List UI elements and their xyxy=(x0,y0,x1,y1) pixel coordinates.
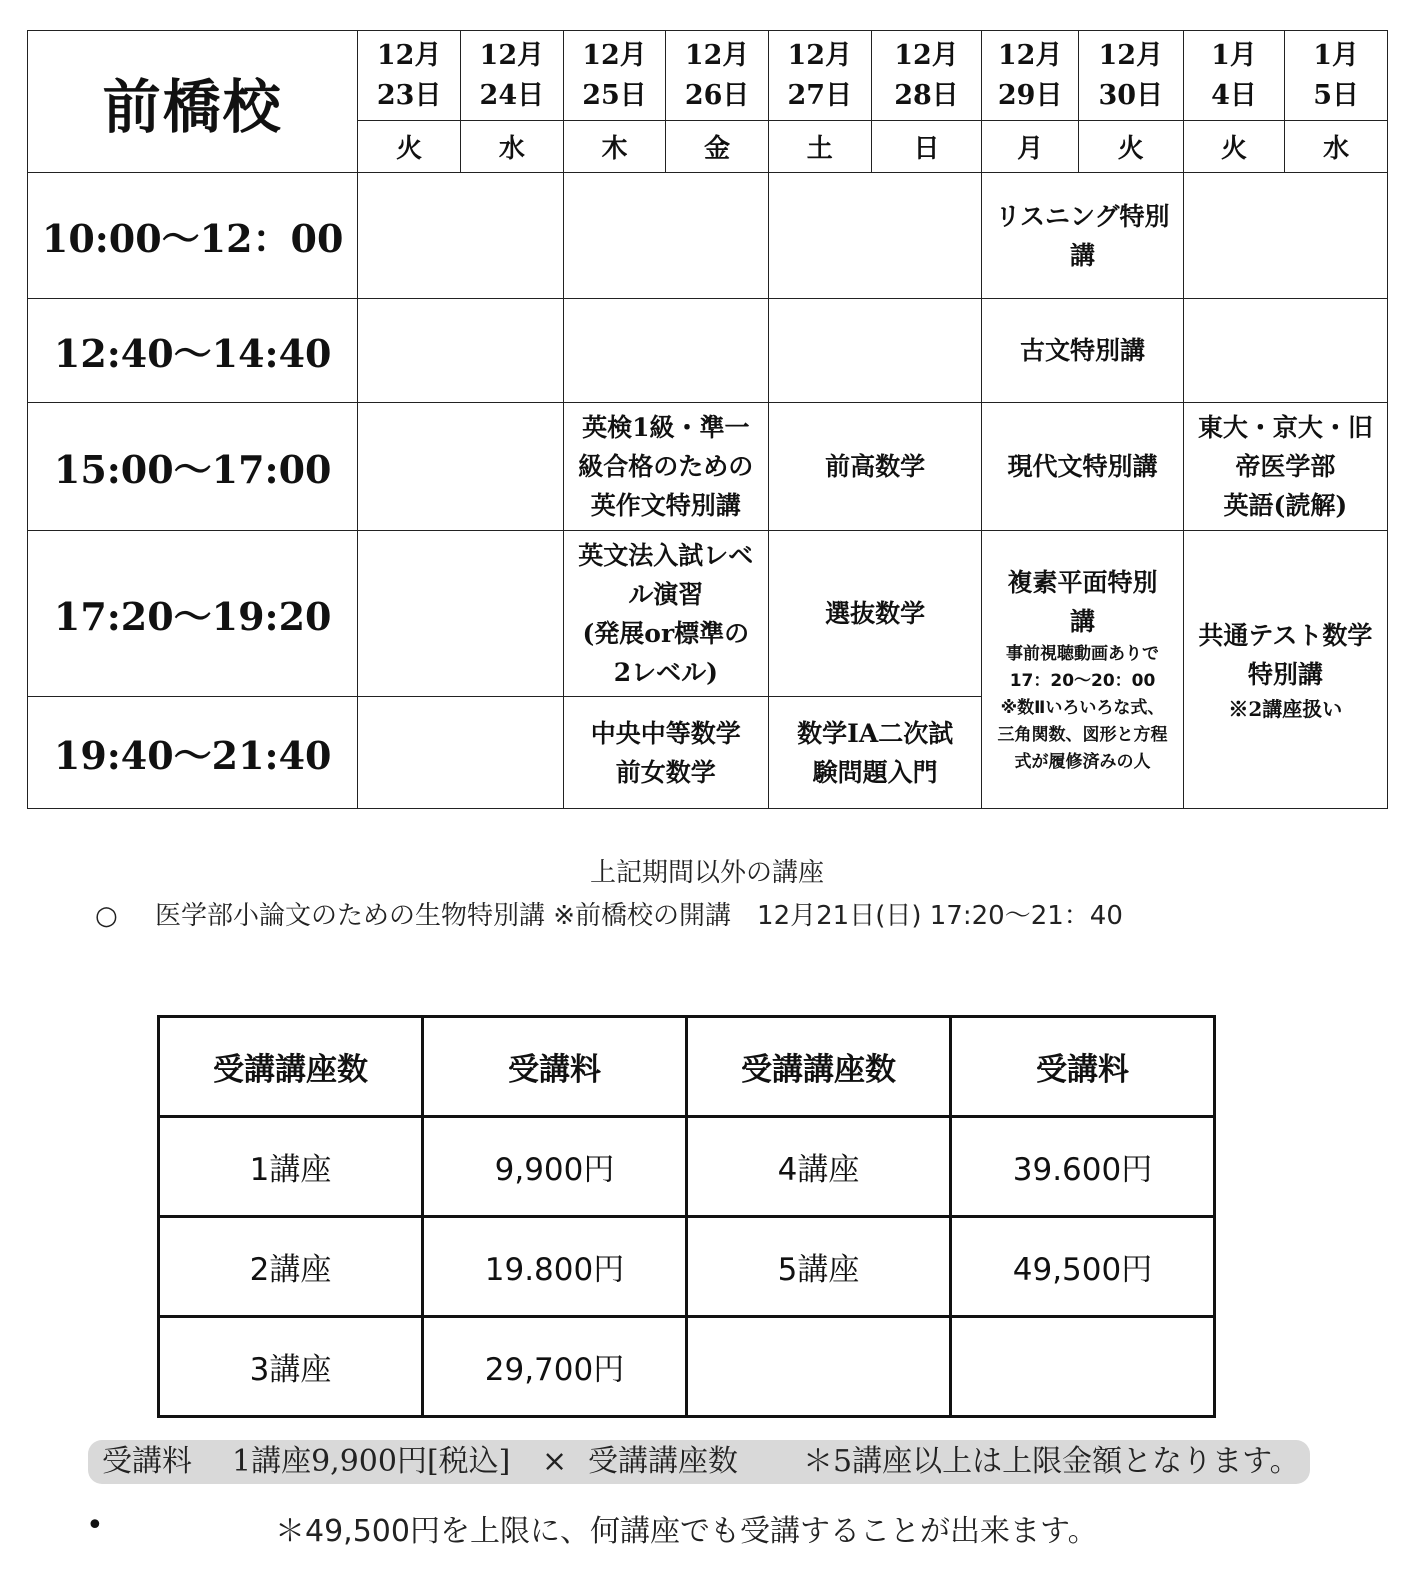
fee-table xyxy=(157,1015,1216,1418)
lecture-math-ia: 数学ⅠA二次試 験問題入門 xyxy=(768,697,981,809)
empty-slot xyxy=(358,173,563,299)
fee-cell: 29,700円 xyxy=(423,1317,687,1417)
empty-slot xyxy=(1183,299,1387,403)
lecture-kobun: 古文特別講 xyxy=(982,299,1183,403)
table-row xyxy=(159,1217,1215,1317)
cap-message: ＊49,500円を上限に、何講座でも受講することが出来ます。 xyxy=(275,1514,1098,1549)
date-header: 12月 29日 xyxy=(982,31,1079,121)
circle-bullet-icon: ○ xyxy=(95,901,118,931)
date-header: 12月 26日 xyxy=(666,31,769,121)
time-slot: 19:40～21:40 xyxy=(28,697,358,809)
fee-header: 受講料 xyxy=(951,1017,1215,1117)
weekday-header: 水 xyxy=(1285,121,1388,173)
empty-slot xyxy=(358,403,563,531)
lecture-selected-math: 選抜数学 xyxy=(768,531,981,697)
fee-cell: 1講座 xyxy=(159,1117,423,1217)
weekday-header: 火 xyxy=(358,121,461,173)
empty-slot xyxy=(768,299,981,403)
weekday-header: 月 xyxy=(982,121,1079,173)
date-header: 12月 24日 xyxy=(461,31,564,121)
schedule-table xyxy=(27,30,1388,809)
lecture-maehigh-math: 前高数学 xyxy=(768,403,981,531)
weekday-header: 木 xyxy=(563,121,666,173)
weekday-header: 火 xyxy=(1078,121,1183,173)
lecture-listening: リスニング特別 講 xyxy=(982,173,1183,299)
date-header: 1月 4日 xyxy=(1183,31,1285,121)
fee-cap: ＊5講座以上は上限金額となります。 xyxy=(803,1444,1300,1479)
weekday-header: 日 xyxy=(871,121,982,173)
lecture-complex-plane: 複素平面特別 講 事前視聴動画ありで 17：20～20：00 ※数Ⅱいろいろな式、 三角関数、図形と方程 式が履修済みの人 xyxy=(982,531,1183,809)
empty-slot xyxy=(563,299,768,403)
empty-slot xyxy=(358,531,563,697)
date-header: 12月 27日 xyxy=(768,31,871,121)
date-header: 12月 30日 xyxy=(1078,31,1183,121)
fee-cell: 49,500円 xyxy=(951,1217,1215,1317)
table-row xyxy=(159,1117,1215,1217)
school-title: 前橋校 xyxy=(28,31,358,173)
fee-cell: 2講座 xyxy=(159,1217,423,1317)
time-slot: 15:00～17:00 xyxy=(28,403,358,531)
fee-cell: 39.600円 xyxy=(951,1117,1215,1217)
fee-cell xyxy=(951,1317,1215,1417)
empty-slot xyxy=(768,173,981,299)
fee-cell: 3講座 xyxy=(159,1317,423,1417)
date-header: 12月 23日 xyxy=(358,31,461,121)
date-header: 12月 28日 xyxy=(871,31,982,121)
fee-header: 受講料 xyxy=(423,1017,687,1117)
lecture-common-test-math: 共通テスト数学 特別講 ※2講座扱い xyxy=(1183,531,1387,809)
weekday-header: 金 xyxy=(666,121,769,173)
lecture-gendaibun: 現代文特別講 xyxy=(982,403,1183,531)
time-slot: 12:40～14:40 xyxy=(28,299,358,403)
fee-label: 受講料 xyxy=(102,1444,192,1479)
fee-formula: 1講座9,900円[税込] xyxy=(232,1444,511,1479)
weekday-header: 土 xyxy=(768,121,871,173)
time-slot: 10:00～12：00 xyxy=(28,173,358,299)
fee-cell: 4講座 xyxy=(687,1117,951,1217)
weekday-header: 水 xyxy=(461,121,564,173)
fee-cell: 19.800円 xyxy=(423,1217,687,1317)
date-header: 1月 5日 xyxy=(1285,31,1388,121)
lecture-eiken: 英検1級・準一 級合格のための 英作文特別講 xyxy=(563,403,768,531)
fee-count: 受講講座数 xyxy=(588,1444,738,1479)
fee-note-banner xyxy=(88,1440,1310,1484)
weekday-header: 火 xyxy=(1183,121,1285,173)
empty-slot xyxy=(1183,173,1387,299)
other-lectures-heading: 上記期間以外の講座 xyxy=(589,858,824,888)
fee-cell: 5講座 xyxy=(687,1217,951,1317)
date-header: 12月 25日 xyxy=(563,31,666,121)
fee-cell: 9,900円 xyxy=(423,1117,687,1217)
empty-slot xyxy=(358,299,563,403)
lecture-todai-english: 東大・京大・旧 帝医学部 英語(読解) xyxy=(1183,403,1387,531)
empty-slot xyxy=(358,697,563,809)
time-slot: 17:20～19:20 xyxy=(28,531,358,697)
fee-header: 受講講座数 xyxy=(687,1017,951,1117)
bullet-icon: • xyxy=(86,1508,104,1543)
fee-cell xyxy=(687,1317,951,1417)
empty-slot xyxy=(563,173,768,299)
table-row xyxy=(159,1317,1215,1417)
fee-header: 受講講座数 xyxy=(159,1017,423,1117)
lecture-grammar: 英文法入試レベ ル演習 (発展or標準の 2レベル) xyxy=(563,531,768,697)
times-sign: × xyxy=(542,1444,568,1479)
lecture-chuo-math: 中央中等数学 前女数学 xyxy=(563,697,768,809)
other-lecture-item: ○ 医学部小論文のための生物特別講 ※前橋校の開講 12月21日(日) 17:20～21：40 xyxy=(95,901,1123,931)
